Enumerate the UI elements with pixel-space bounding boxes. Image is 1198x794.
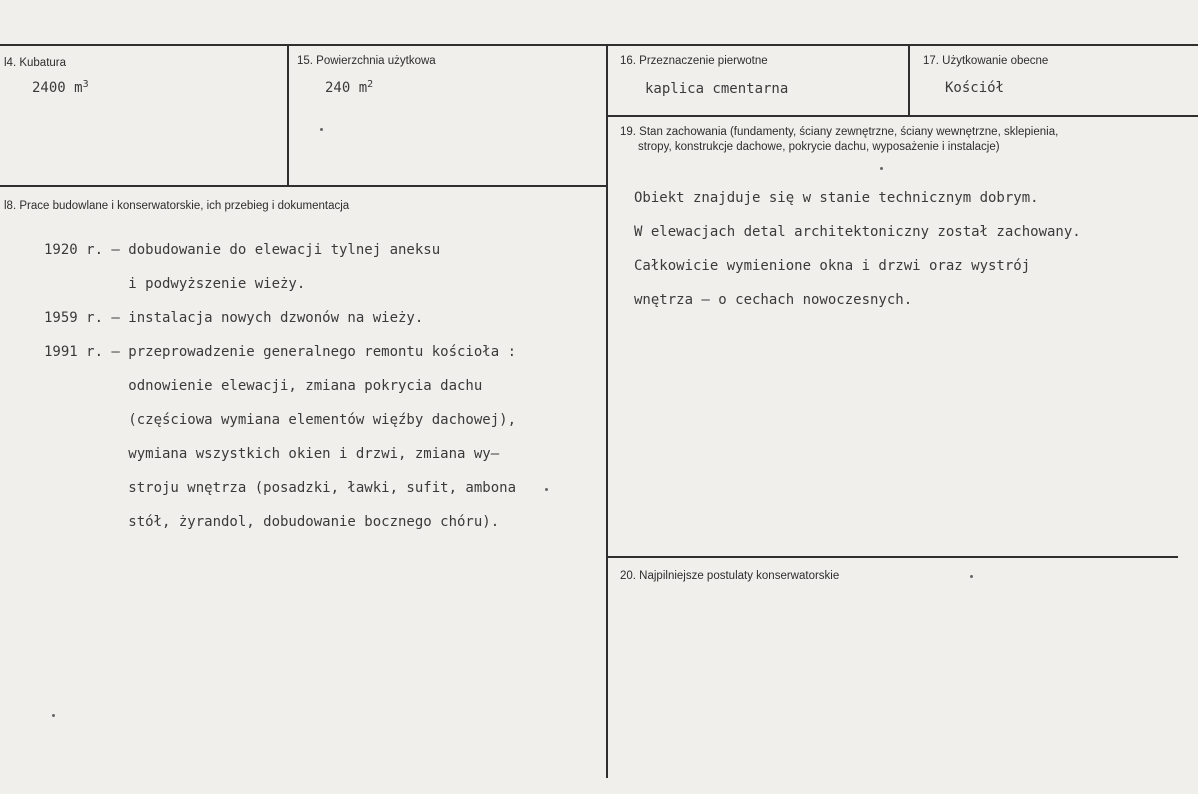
field-16-value: kaplica cmentarna (645, 81, 789, 97)
field-18-line: 1959 r. – instalacja nowych dzwonów na wieży. (44, 310, 424, 326)
field-19-text (634, 173, 1081, 326)
field-19-line: wnętrza – o cechach nowoczesnych. (634, 292, 913, 308)
field-18-line: stroju wnętrza (posadzki, ławki, sufit, ambona (44, 480, 517, 496)
field-19-label-line1: 19. Stan zachowania (fundamenty, ściany zewnętrzne, ściany wewnętrzne, sklepienia, (620, 126, 1059, 138)
top-border-line (0, 44, 1198, 46)
field-16-label: 16. Przeznaczenie pierwotne (620, 55, 768, 67)
field-19-label-line2: stropy, konstrukcje dachowe, pokrycie dachu, wyposażenie i instalacje) (638, 141, 1000, 153)
field-19-line: Obiekt znajduje się w stanie technicznym dobrym. (634, 190, 1039, 206)
row-divider-right-lower (608, 556, 1178, 558)
field-18-label: l8. Prace budowlane i konserwatorskie, ich przebieg i dokumentacja (4, 200, 350, 212)
field-14-value-text: 2400 m (32, 80, 83, 96)
field-18-line: i podwyższenie wieży. (44, 276, 306, 292)
scan-speck (545, 488, 548, 491)
field-15-label: 15. Powierzchnia użytkowa (297, 55, 436, 67)
field-19-line: Całkowicie wymienione okna i drzwi oraz wystrój (634, 258, 1031, 274)
field-18-line: 1920 r. – dobudowanie do elewacji tylnej aneksu (44, 242, 441, 258)
field-18-line: stół, żyrandol, dobudowanie bocznego chóru). (44, 514, 500, 530)
field-14-label: l4. Kubatura (4, 57, 67, 69)
field-17-value: Kościół (945, 80, 1005, 96)
field-18-line: wymiana wszystkich okien i drzwi, zmiana wy– (44, 446, 500, 462)
field-18-line: 1991 r. – przeprowadzenie generalnego remontu kościoła : (44, 344, 517, 360)
field-14-value (32, 80, 89, 97)
scan-speck (970, 575, 973, 578)
field-20-label: 20. Najpilniejsze postulaty konserwatorskie (620, 570, 840, 582)
col-divider-16-17 (908, 44, 910, 116)
scan-speck (880, 167, 883, 170)
col-divider-center (606, 44, 608, 778)
field-15-unit-exponent: 2 (367, 79, 374, 90)
field-14-unit-exponent: 3 (82, 79, 89, 90)
field-18-line: (częściowa wymiana elementów więźby dachowej), (44, 412, 517, 428)
scan-speck (52, 714, 55, 717)
col-divider-14-15 (287, 44, 289, 187)
row-divider-left (0, 185, 608, 187)
scan-speck (320, 128, 323, 131)
field-15-value-text: 240 m (325, 80, 368, 96)
field-18-line: odnowienie elewacji, zmiana pokrycia dachu (44, 378, 483, 394)
field-19-line: W elewacjach detal architektoniczny został zachowany. (634, 224, 1081, 240)
row-divider-right-upper (608, 115, 1198, 117)
field-15-value (325, 80, 373, 97)
field-17-label: 17. Użytkowanie obecne (923, 55, 1049, 67)
field-18-text (44, 225, 516, 548)
